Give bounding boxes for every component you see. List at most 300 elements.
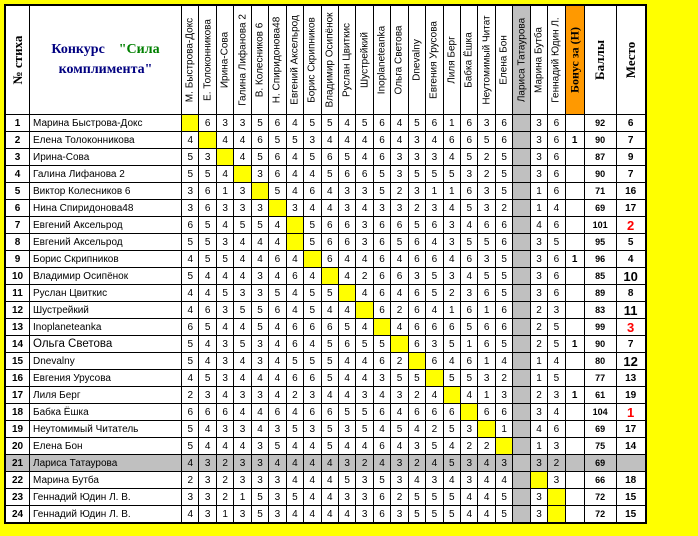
bonus-cell bbox=[565, 404, 584, 421]
score-cell: 4 bbox=[234, 353, 251, 370]
score-cell: 3 bbox=[234, 200, 251, 217]
place-cell: 8 bbox=[616, 285, 645, 302]
score-cell: 6 bbox=[548, 132, 565, 149]
score-cell: 5 bbox=[443, 455, 460, 472]
score-cell: 4 bbox=[199, 268, 216, 285]
score-cell: 4 bbox=[426, 302, 443, 319]
score-cell: 3 bbox=[426, 149, 443, 166]
score-cell: 4 bbox=[443, 149, 460, 166]
score-cell: 1 bbox=[443, 183, 460, 200]
score-cell: 6 bbox=[548, 217, 565, 234]
score-cell: 3 bbox=[338, 200, 355, 217]
score-cell: 3 bbox=[443, 268, 460, 285]
score-cell: 3 bbox=[356, 183, 373, 200]
score-cell: 5 bbox=[199, 166, 216, 183]
score-cell: 5 bbox=[408, 370, 425, 387]
score-cell bbox=[513, 302, 530, 319]
score-cell: 6 bbox=[408, 234, 425, 251]
score-cell: 4 bbox=[182, 251, 199, 268]
score-cell: 3 bbox=[548, 387, 565, 404]
score-cell: 4 bbox=[234, 438, 251, 455]
table-row bbox=[6, 183, 646, 200]
score-cell: 3 bbox=[251, 336, 268, 353]
table-row bbox=[6, 336, 646, 353]
score-cell: 5 bbox=[495, 268, 512, 285]
place-cell: 17 bbox=[616, 200, 645, 217]
score-cell: 1 bbox=[478, 387, 495, 404]
score-cell bbox=[513, 387, 530, 404]
score-cell: 6 bbox=[478, 336, 495, 353]
score-cell: 4 bbox=[461, 268, 478, 285]
total-cell: 69 bbox=[584, 421, 616, 438]
judge-header: Евгения Урусова bbox=[426, 6, 443, 115]
score-cell: 4 bbox=[391, 319, 408, 336]
score-cell: 3 bbox=[478, 251, 495, 268]
score-cell: 5 bbox=[338, 319, 355, 336]
score-cell bbox=[548, 506, 565, 523]
score-cell: 6 bbox=[426, 319, 443, 336]
score-cell: 6 bbox=[426, 404, 443, 421]
poem-author: Ольга Светова bbox=[30, 336, 182, 353]
place-cell: 10 bbox=[616, 268, 645, 285]
score-cell: 5 bbox=[461, 149, 478, 166]
total-cell: 90 bbox=[584, 132, 616, 149]
score-cell: 4 bbox=[356, 370, 373, 387]
score-cell: 4 bbox=[461, 489, 478, 506]
score-cell: 4 bbox=[304, 200, 321, 217]
score-cell: 3 bbox=[269, 489, 286, 506]
score-cell bbox=[530, 472, 547, 489]
score-cell: 4 bbox=[216, 387, 233, 404]
score-cell: 4 bbox=[182, 455, 199, 472]
score-cell: 5 bbox=[199, 370, 216, 387]
score-cell: 4 bbox=[356, 149, 373, 166]
score-cell bbox=[513, 370, 530, 387]
table-row bbox=[6, 370, 646, 387]
poem-author: Марина Бутба bbox=[30, 472, 182, 489]
score-cell: 4 bbox=[338, 506, 355, 523]
score-cell: 2 bbox=[530, 302, 547, 319]
score-cell: 5 bbox=[373, 183, 390, 200]
score-cell: 4 bbox=[251, 404, 268, 421]
score-cell: 4 bbox=[495, 353, 512, 370]
score-cell: 3 bbox=[426, 472, 443, 489]
table-row bbox=[6, 472, 646, 489]
score-cell: 4 bbox=[548, 353, 565, 370]
score-cell: 4 bbox=[461, 387, 478, 404]
row-number: 12 bbox=[6, 302, 30, 319]
score-cell: 4 bbox=[286, 404, 303, 421]
score-cell: 6 bbox=[286, 268, 303, 285]
score-cell: 5 bbox=[426, 489, 443, 506]
bonus-cell bbox=[565, 370, 584, 387]
score-cell: 4 bbox=[408, 472, 425, 489]
score-cell: 4 bbox=[286, 166, 303, 183]
score-cell: 4 bbox=[443, 251, 460, 268]
score-cell: 4 bbox=[478, 506, 495, 523]
score-cell: 4 bbox=[356, 353, 373, 370]
score-cell: 3 bbox=[199, 387, 216, 404]
score-cell: 4 bbox=[356, 251, 373, 268]
bonus-cell bbox=[565, 234, 584, 251]
score-cell: 4 bbox=[304, 489, 321, 506]
score-cell: 5 bbox=[251, 302, 268, 319]
judge-header: Галина Лифанова 2 bbox=[234, 6, 251, 115]
score-cell: 3 bbox=[356, 489, 373, 506]
score-cell: 5 bbox=[304, 217, 321, 234]
total-cell: 85 bbox=[584, 268, 616, 285]
total-cell: 61 bbox=[584, 387, 616, 404]
score-cell: 5 bbox=[269, 285, 286, 302]
score-cell: 4 bbox=[286, 506, 303, 523]
score-cell: 3 bbox=[461, 166, 478, 183]
poem-author: Dnevalny bbox=[30, 353, 182, 370]
score-cell: 6 bbox=[269, 149, 286, 166]
row-number: 5 bbox=[6, 183, 30, 200]
score-cell bbox=[234, 166, 251, 183]
poem-author: Галина Лифанова 2 bbox=[30, 166, 182, 183]
score-cell: 4 bbox=[338, 370, 355, 387]
place-cell: 7 bbox=[616, 166, 645, 183]
poem-author: Евгения Урусова bbox=[30, 370, 182, 387]
score-cell: 5 bbox=[321, 285, 338, 302]
score-cell: 2 bbox=[478, 149, 495, 166]
bonus-cell bbox=[565, 353, 584, 370]
score-cell: 4 bbox=[391, 404, 408, 421]
score-cell: 5 bbox=[478, 268, 495, 285]
score-cell: 3 bbox=[408, 132, 425, 149]
score-cell: 5 bbox=[321, 353, 338, 370]
total-cell: 80 bbox=[584, 353, 616, 370]
score-cell: 4 bbox=[338, 251, 355, 268]
score-cell: 3 bbox=[251, 166, 268, 183]
score-cell: 4 bbox=[338, 132, 355, 149]
score-cell: 4 bbox=[304, 506, 321, 523]
score-cell bbox=[513, 217, 530, 234]
score-cell: 4 bbox=[391, 285, 408, 302]
score-cell: 6 bbox=[304, 370, 321, 387]
score-cell: 5 bbox=[426, 506, 443, 523]
score-cell: 5 bbox=[495, 183, 512, 200]
score-cell: 3 bbox=[182, 183, 199, 200]
score-cell: 6 bbox=[478, 285, 495, 302]
score-cell: 4 bbox=[373, 421, 390, 438]
score-cell: 2 bbox=[286, 387, 303, 404]
table-row bbox=[6, 353, 646, 370]
score-cell: 6 bbox=[373, 149, 390, 166]
place-cell: 17 bbox=[616, 421, 645, 438]
score-cell bbox=[513, 285, 530, 302]
table-row bbox=[6, 149, 646, 166]
score-cell: 3 bbox=[530, 166, 547, 183]
score-cell: 6 bbox=[391, 268, 408, 285]
score-cell: 5 bbox=[548, 319, 565, 336]
score-cell: 1 bbox=[530, 353, 547, 370]
score-cell: 6 bbox=[495, 115, 512, 132]
score-cell: 4 bbox=[182, 285, 199, 302]
score-cell: 2 bbox=[356, 268, 373, 285]
poem-author: Неутомимый Читатель bbox=[30, 421, 182, 438]
score-cell: 6 bbox=[443, 319, 460, 336]
bonus-cell bbox=[565, 302, 584, 319]
judge-header: Руслан Цвиткис bbox=[338, 6, 355, 115]
total-cell: 104 bbox=[584, 404, 616, 421]
score-cell: 4 bbox=[426, 387, 443, 404]
score-cell: 3 bbox=[216, 353, 233, 370]
judge-header: Бабка Ёшка bbox=[461, 6, 478, 115]
row-number: 21 bbox=[6, 455, 30, 472]
score-cell: 6 bbox=[495, 217, 512, 234]
score-cell: 4 bbox=[304, 472, 321, 489]
judge-header: Шустрейкий bbox=[356, 6, 373, 115]
score-cell: 6 bbox=[443, 132, 460, 149]
place-cell: 15 bbox=[616, 489, 645, 506]
score-cell: 6 bbox=[269, 302, 286, 319]
score-cell: 4 bbox=[356, 200, 373, 217]
score-cell: 4 bbox=[408, 421, 425, 438]
score-cell: 3 bbox=[286, 200, 303, 217]
score-cell bbox=[286, 217, 303, 234]
score-cell: 5 bbox=[495, 489, 512, 506]
score-cell: 4 bbox=[304, 438, 321, 455]
judge-header: Inoplaneteanka bbox=[373, 6, 390, 115]
row-number: 16 bbox=[6, 370, 30, 387]
score-cell: 4 bbox=[338, 438, 355, 455]
score-cell: 5 bbox=[408, 166, 425, 183]
score-cell bbox=[426, 370, 443, 387]
score-cell: 3 bbox=[548, 302, 565, 319]
score-cell: 3 bbox=[338, 455, 355, 472]
score-cell: 6 bbox=[286, 370, 303, 387]
bonus-cell bbox=[565, 489, 584, 506]
score-cell: 2 bbox=[216, 472, 233, 489]
score-cell: 3 bbox=[269, 421, 286, 438]
score-cell: 4 bbox=[321, 387, 338, 404]
score-cell: 4 bbox=[338, 353, 355, 370]
place-cell: 7 bbox=[616, 132, 645, 149]
score-cell: 6 bbox=[304, 319, 321, 336]
score-cell: 6 bbox=[373, 115, 390, 132]
score-cell: 5 bbox=[304, 149, 321, 166]
score-cell: 3 bbox=[391, 455, 408, 472]
score-cell: 2 bbox=[443, 285, 460, 302]
bonus-cell: 1 bbox=[565, 336, 584, 353]
score-cell bbox=[513, 149, 530, 166]
bonus-cell bbox=[565, 149, 584, 166]
judge-header: Елена Бон bbox=[495, 6, 512, 115]
score-cell: 4 bbox=[216, 438, 233, 455]
score-cell: 3 bbox=[338, 183, 355, 200]
score-cell: 4 bbox=[234, 149, 251, 166]
number-header: № стиха bbox=[6, 6, 30, 115]
score-cell: 1 bbox=[443, 302, 460, 319]
score-cell bbox=[199, 132, 216, 149]
score-cell: 5 bbox=[321, 166, 338, 183]
score-cell: 4 bbox=[234, 370, 251, 387]
score-cell: 6 bbox=[373, 268, 390, 285]
bonus-cell: 1 bbox=[565, 251, 584, 268]
score-cell: 5 bbox=[426, 268, 443, 285]
score-cell: 2 bbox=[408, 200, 425, 217]
score-cell: 6 bbox=[373, 353, 390, 370]
score-cell: 3 bbox=[234, 472, 251, 489]
total-cell: 75 bbox=[584, 438, 616, 455]
total-cell: 101 bbox=[584, 217, 616, 234]
score-cell: 3 bbox=[356, 234, 373, 251]
score-cell: 5 bbox=[495, 336, 512, 353]
score-cell: 6 bbox=[408, 251, 425, 268]
score-cell: 6 bbox=[461, 302, 478, 319]
score-cell: 3 bbox=[530, 268, 547, 285]
total-cell: 66 bbox=[584, 472, 616, 489]
score-cell: 4 bbox=[269, 370, 286, 387]
place-cell: 14 bbox=[616, 438, 645, 455]
score-cell: 6 bbox=[338, 166, 355, 183]
score-cell: 4 bbox=[234, 251, 251, 268]
score-cell: 4 bbox=[286, 285, 303, 302]
table-row bbox=[6, 234, 646, 251]
score-cell: 5 bbox=[251, 489, 268, 506]
row-number: 10 bbox=[6, 268, 30, 285]
score-cell: 4 bbox=[548, 200, 565, 217]
score-cell: 6 bbox=[426, 251, 443, 268]
score-cell: 6 bbox=[216, 404, 233, 421]
score-cell: 3 bbox=[530, 506, 547, 523]
score-cell: 5 bbox=[182, 166, 199, 183]
score-cell bbox=[356, 302, 373, 319]
score-cell: 5 bbox=[391, 370, 408, 387]
score-cell: 5 bbox=[356, 336, 373, 353]
score-cell: 1 bbox=[426, 183, 443, 200]
score-cell: 3 bbox=[216, 234, 233, 251]
table-row bbox=[6, 285, 646, 302]
judge-header: Неутомимый Читат bbox=[478, 6, 495, 115]
score-cell: 5 bbox=[269, 183, 286, 200]
score-cell: 3 bbox=[356, 217, 373, 234]
table-row bbox=[6, 404, 646, 421]
score-cell: 4 bbox=[234, 268, 251, 285]
score-cell: 6 bbox=[269, 251, 286, 268]
score-cell: 3 bbox=[216, 370, 233, 387]
score-cell: 4 bbox=[478, 472, 495, 489]
score-cell: 3 bbox=[251, 200, 268, 217]
score-cell bbox=[269, 200, 286, 217]
poem-author: Евгений Аксельрод bbox=[30, 234, 182, 251]
score-cell: 4 bbox=[304, 455, 321, 472]
score-cell: 3 bbox=[338, 421, 355, 438]
score-cell: 2 bbox=[182, 472, 199, 489]
score-cell: 4 bbox=[443, 438, 460, 455]
score-cell: 6 bbox=[199, 183, 216, 200]
score-cell bbox=[408, 353, 425, 370]
score-cell: 4 bbox=[269, 319, 286, 336]
poem-author: Inoplaneteanka bbox=[30, 319, 182, 336]
score-cell: 6 bbox=[286, 336, 303, 353]
score-cell: 6 bbox=[182, 404, 199, 421]
score-cell bbox=[286, 234, 303, 251]
place-cell: 2 bbox=[616, 217, 645, 234]
total-cell: 89 bbox=[584, 285, 616, 302]
score-cell: 4 bbox=[286, 251, 303, 268]
score-cell: 5 bbox=[408, 489, 425, 506]
row-number: 3 bbox=[6, 149, 30, 166]
score-cell: 3 bbox=[408, 268, 425, 285]
bonus-cell bbox=[565, 285, 584, 302]
score-cell: 4 bbox=[199, 421, 216, 438]
score-cell bbox=[495, 438, 512, 455]
score-cell: 3 bbox=[373, 200, 390, 217]
score-cell: 2 bbox=[216, 489, 233, 506]
score-cell: 5 bbox=[321, 336, 338, 353]
score-cell: 6 bbox=[426, 217, 443, 234]
score-cell: 5 bbox=[443, 421, 460, 438]
score-cell: 4 bbox=[304, 268, 321, 285]
score-cell bbox=[391, 336, 408, 353]
table-row bbox=[6, 268, 646, 285]
score-cell: 6 bbox=[461, 132, 478, 149]
score-cell: 5 bbox=[321, 115, 338, 132]
table-row bbox=[6, 200, 646, 217]
place-cell: 13 bbox=[616, 370, 645, 387]
score-cell bbox=[513, 268, 530, 285]
score-cell: 3 bbox=[234, 421, 251, 438]
score-cell bbox=[513, 336, 530, 353]
score-cell: 5 bbox=[478, 132, 495, 149]
score-cell: 6 bbox=[443, 404, 460, 421]
score-cell: 5 bbox=[182, 438, 199, 455]
judge-header: М. Быстрова-Докс bbox=[182, 6, 199, 115]
score-cell bbox=[513, 489, 530, 506]
poem-author: Геннадий Юдин Л. В. bbox=[30, 506, 182, 523]
table-row bbox=[6, 132, 646, 149]
bonus-cell bbox=[565, 455, 584, 472]
score-cell: 4 bbox=[286, 438, 303, 455]
results-table bbox=[5, 5, 646, 523]
score-cell bbox=[513, 438, 530, 455]
score-cell: 4 bbox=[199, 438, 216, 455]
score-cell: 4 bbox=[234, 132, 251, 149]
score-cell: 6 bbox=[373, 438, 390, 455]
score-cell: 5 bbox=[461, 200, 478, 217]
score-cell: 3 bbox=[338, 489, 355, 506]
score-cell: 5 bbox=[443, 166, 460, 183]
score-cell: 5 bbox=[548, 234, 565, 251]
total-cell: 83 bbox=[584, 302, 616, 319]
score-cell: 4 bbox=[356, 319, 373, 336]
score-cell: 4 bbox=[182, 370, 199, 387]
place-cell: 9 bbox=[616, 149, 645, 166]
score-cell: 5 bbox=[182, 353, 199, 370]
judge-header: Ольга Светова bbox=[391, 6, 408, 115]
score-cell: 1 bbox=[530, 183, 547, 200]
score-cell: 2 bbox=[408, 455, 425, 472]
score-cell: 6 bbox=[495, 404, 512, 421]
score-cell: 6 bbox=[321, 251, 338, 268]
score-cell: 4 bbox=[321, 183, 338, 200]
row-number: 22 bbox=[6, 472, 30, 489]
score-cell: 6 bbox=[356, 166, 373, 183]
score-cell: 4 bbox=[321, 455, 338, 472]
score-cell: 3 bbox=[304, 421, 321, 438]
table-row bbox=[6, 115, 646, 132]
score-cell: 4 bbox=[269, 217, 286, 234]
score-cell: 3 bbox=[461, 285, 478, 302]
score-cell: 5 bbox=[495, 149, 512, 166]
score-cell: 3 bbox=[495, 455, 512, 472]
score-cell: 4 bbox=[495, 472, 512, 489]
score-cell: 3 bbox=[234, 285, 251, 302]
row-number: 19 bbox=[6, 421, 30, 438]
